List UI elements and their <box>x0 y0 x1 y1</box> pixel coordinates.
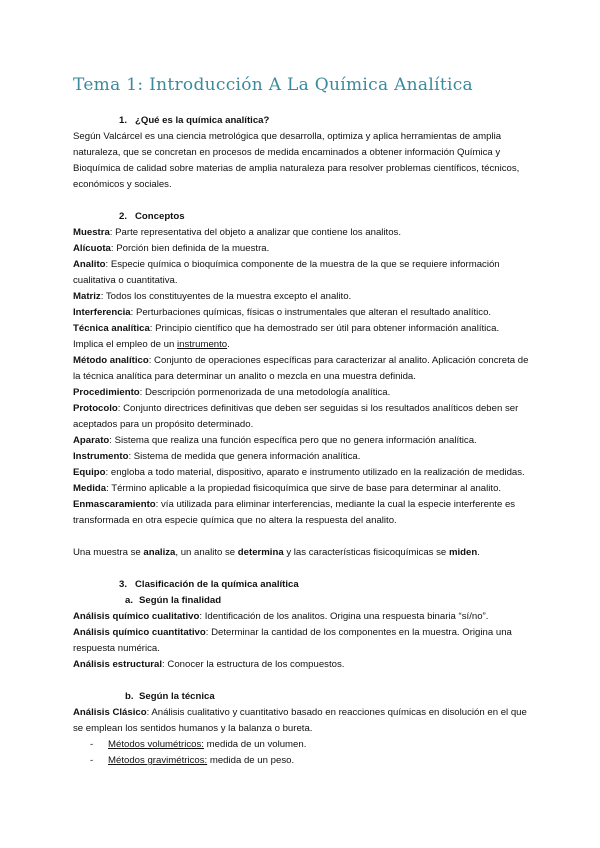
definition-analito: Analito: Especie química o bioquímica componente de la muestra de la que se requiere información cualitativa o cuantitativa. <box>73 259 500 286</box>
definition-estructural: Análisis estructural: Conocer la estructura de los compuestos. <box>73 659 345 670</box>
section-3-heading: 3. Clasificación de la química analítica <box>119 579 299 590</box>
document-title: Tema 1: Introducción A La Química Analítica <box>73 75 473 95</box>
section-1-body: Según Valcárcel es una ciencia metrológica que desarrolla, optimiza y aplica herramientas de amplia naturaleza, que se concretan en procesos de medida encaminados a obtener información Química y Bioquímica de calidad sobre materias de amplia naturaleza para resolver problemas científicos, técnicos, económicos y sociales. <box>73 131 520 190</box>
definition-cualitativo: Análisis químico cualitativo: Identificación de los analitos. Origina una respuesta binaria “sí/no”. <box>73 611 489 622</box>
subsection-b-heading: b. Según la técnica <box>125 691 215 702</box>
definition-protocolo: Protocolo: Conjunto directrices definitivas que deben ser seguidas si los resultados analíticos deben ser aceptados para un propósito determinado. <box>73 403 519 430</box>
definition-procedimiento: Procedimiento: Descripción pormenorizada de una metodología analítica. <box>73 387 391 398</box>
definition-muestra: Muestra: Parte representativa del objeto a analizar que contiene los analitos. <box>73 227 402 238</box>
section-2-heading: 2. Conceptos <box>119 211 185 222</box>
definition-metodo-analitico: Método analítico: Conjunto de operaciones específicas para caracterizar al analito. Aplicación concreta de la técnica analítica para determinar un analito o mezcla en una muestra definida. <box>73 355 529 382</box>
definition-matriz: Matriz: Todos los constituyentes de la muestra excepto el analito. <box>73 291 352 302</box>
document-content <box>73 113 529 769</box>
list-item: - Métodos gravimétricos: medida de un peso. <box>90 755 295 766</box>
definition-equipo: Equipo: engloba a todo material, dispositivo, aparato e instrumento utilizado en la realización de medidas. <box>73 467 525 478</box>
definition-interferencia: Interferencia: Perturbaciones químicas, físicas o instrumentales que alteran el resultado analítico. <box>73 307 492 318</box>
definition-alicuota: Alícuota: Porción bien definida de la muestra. <box>73 243 270 254</box>
definition-cuantitativo: Análisis químico cuantitativo: Determinar la cantidad de los componentes en la muestra. Origina una respuesta numérica. <box>73 627 512 654</box>
section-1-heading: 1. ¿Qué es la química analítica? <box>119 115 270 126</box>
definition-analisis-clasico: Análisis Clásico: Análisis cualitativo y cuantitativo basado en reacciones químicas en disolución en el que se emplean los sentidos humanos y la balanza o bureta. <box>73 707 527 734</box>
list-item: - Métodos volumétricos: medida de un volumen. <box>90 739 307 750</box>
definition-tecnica-analitica: Técnica analítica: Principio científico que ha demostrado ser útil para obtener información analítica. Implica el empleo de un instrumento. <box>73 323 500 350</box>
definition-medida: Medida: Término aplicable a la propiedad fisicoquímica que sirve de base para determinar al analito. <box>73 483 502 494</box>
instrumento-link: instrumento <box>177 339 228 350</box>
definition-aparato: Aparato: Sistema que realiza una función específica pero que no genera información analítica. <box>73 435 477 446</box>
summary-sentence: Una muestra se analiza, un analito se determina y las características fisicoquímicas se miden. <box>73 547 480 558</box>
definition-instrumento: Instrumento: Sistema de medida que genera información analítica. <box>73 451 361 462</box>
subsection-a-heading: a. Según la finalidad <box>125 595 222 606</box>
definition-enmascaramiento: Enmascaramiento: vía utilizada para eliminar interferencias, mediante la cual la especie interferente es transformada en otra especie química que no altera la respuesta del analito. <box>73 499 516 526</box>
